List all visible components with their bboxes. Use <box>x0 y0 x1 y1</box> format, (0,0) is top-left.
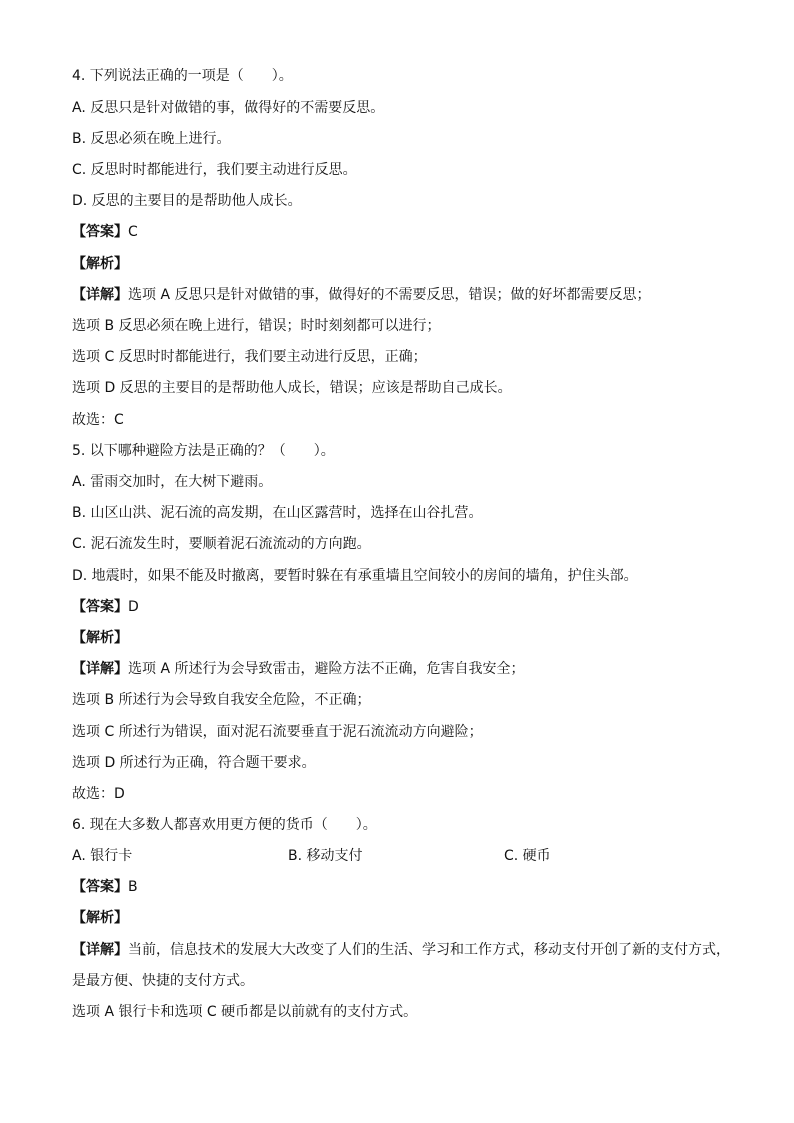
q4-detail-2: 选项 B 反思必须在晚上进行，错误；时时刻刻都可以进行； <box>72 318 441 334</box>
answer-value: C <box>128 224 138 240</box>
q4-detail-3: 选项 C 反思时时都能进行，我们要主动进行反思，正确； <box>72 349 427 365</box>
detail-tag: 【详解】 <box>72 942 128 958</box>
q5-option-b: B. 山区山洪、泥石流的高发期，在山区露营时，选择在山谷扎营。 <box>72 505 483 521</box>
answer-value: B <box>128 879 138 895</box>
q4-conclusion: 故选：C <box>72 412 124 428</box>
answer-value: D <box>128 599 139 615</box>
question-4: 4. 下列说法正确的一项是（ ）。 <box>72 68 293 84</box>
q5-option-a: A. 雷雨交加时，在大树下避雨。 <box>72 474 273 490</box>
detail-text: 选项 A 所述行为会导致雷击，避险方法不正确，危害自我安全； <box>128 661 525 677</box>
q6-option-b: B. 移动支付 <box>288 848 363 864</box>
q6-detail-3: 选项 A 银行卡和选项 C 硬币都是以前就有的支付方式。 <box>72 1004 418 1020</box>
q6-detail-2: 是最方便、快捷的支付方式。 <box>72 973 254 989</box>
q5-conclusion: 故选：D <box>72 786 125 802</box>
q6-option-a: A. 银行卡 <box>72 848 133 864</box>
detail-tag: 【详解】 <box>72 287 128 303</box>
q5-detail-4: 选项 D 所述行为正确，符合题干要求。 <box>72 755 316 771</box>
q5-option-c: C. 泥石流发生时，要顺着泥石流流动的方向跑。 <box>72 536 371 552</box>
q4-detail-4: 选项 D 反思的主要目的是帮助他人成长，错误；应该是帮助自己成长。 <box>72 380 512 396</box>
answer-tag: 【答案】 <box>72 599 128 615</box>
answer-tag: 【答案】 <box>72 879 128 895</box>
q5-answer <box>72 597 139 617</box>
q4-option-d: D. 反思的主要目的是帮助他人成长。 <box>72 193 302 209</box>
q4-answer <box>72 222 138 242</box>
q4-option-a: A. 反思只是针对做错的事，做得好的不需要反思。 <box>72 100 385 116</box>
q4-detail-1 <box>72 285 650 305</box>
q6-option-c: C. 硬币 <box>504 848 551 864</box>
question-5: 5. 以下哪种避险方法是正确的？（ ）。 <box>72 443 335 459</box>
question-6: 6. 现在大多数人都喜欢用更方便的货币（ ）。 <box>72 817 377 833</box>
q5-detail-2: 选项 B 所述行为会导致自我安全危险，不正确； <box>72 692 371 708</box>
q6-answer <box>72 877 138 897</box>
detail-tag: 【详解】 <box>72 661 128 677</box>
q4-option-b: B. 反思必须在晚上进行。 <box>72 131 231 147</box>
q6-detail-1 <box>72 940 730 960</box>
q4-option-c: C. 反思时时都能进行，我们要主动进行反思。 <box>72 162 357 178</box>
q5-detail-1 <box>72 659 524 679</box>
q4-analysis-tag: 【解析】 <box>72 256 128 272</box>
detail-text: 当前，信息技术的发展大大改变了人们的生活、学习和工作方式，移动支付开创了新的支付方式， <box>128 942 730 958</box>
answer-tag: 【答案】 <box>72 224 128 240</box>
q5-option-d: D. 地震时，如果不能及时撤离，要暂时躲在有承重墙且空间较小的房间的墙角，护住头部。 <box>72 568 638 584</box>
q5-detail-3: 选项 C 所述行为错误，面对泥石流要垂直于泥石流流动方向避险； <box>72 724 483 740</box>
detail-text: 选项 A 反思只是针对做错的事，做得好的不需要反思，错误；做的好坏都需要反思； <box>128 287 651 303</box>
q5-analysis-tag: 【解析】 <box>72 630 128 646</box>
q6-analysis-tag: 【解析】 <box>72 910 128 926</box>
